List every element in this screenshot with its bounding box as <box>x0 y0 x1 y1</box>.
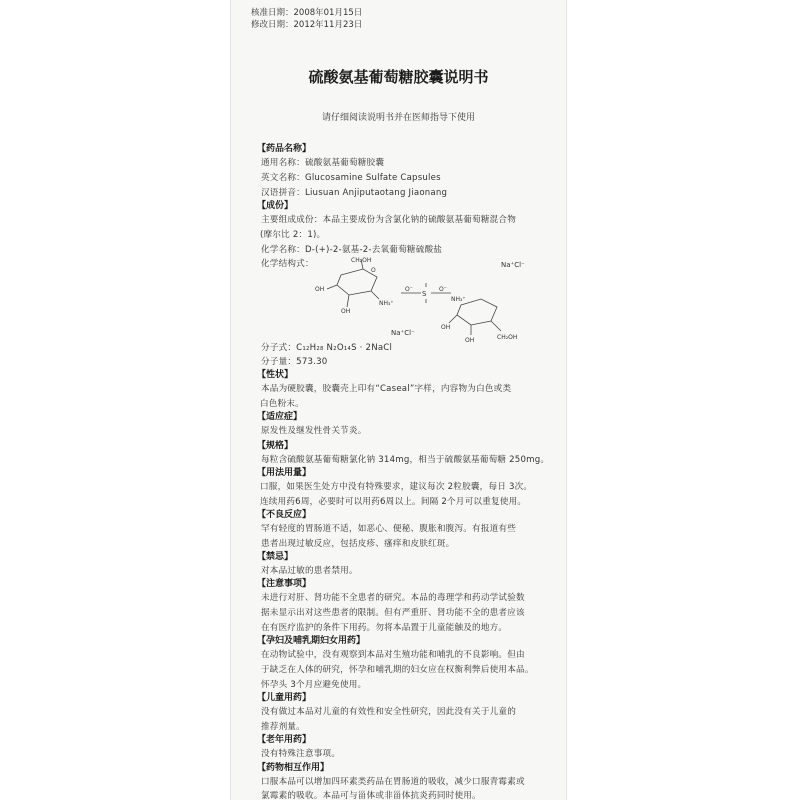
dosage-line-1: 口服，如果医生处方中没有特殊要求，建议每次 2粒胶囊，每日 3次。 <box>260 482 533 492</box>
pregnancy-line-1: 在动物试验中，没有观察到本品对生殖功能和哺乳的不良影响。但由 <box>261 650 525 660</box>
section-heading-specification: 【规格】 <box>257 441 294 451</box>
ch2oh-label-1: CH₂OH <box>351 257 372 264</box>
english-name: 英文名称：Glucosamine Sulfate Capsules <box>261 173 441 183</box>
o-minus-label-1: O⁻ <box>405 286 413 293</box>
contraindications-line-1: 对本品过敏的患者禁用。 <box>261 566 358 576</box>
children-line-2: 推荐剂量。 <box>261 722 305 732</box>
dosage-line-2: 连续用药6周，必要时可以用药6周以上。间隔 2个月可以重复使用。 <box>260 497 527 507</box>
ring-o-label-1: O <box>371 267 376 274</box>
composition-line-1: 主要组成成份：本品主要成份为含氯化钠的硫酸氨基葡萄糖混合物 <box>261 215 517 225</box>
adverse-line-2: 患者出现过敏反应，包括皮疹、瘙痒和皮肤红斑。 <box>261 539 455 549</box>
sulfur-label: S <box>422 290 427 298</box>
molecular-weight: 分子量：573.30 <box>261 357 328 367</box>
chemical-name: 化学名称：D-(+)-2-氨基-2-去氧葡萄糖硫酸盐 <box>261 245 443 255</box>
adverse-line-1: 罕有轻度的胃肠道不适，如恶心、便秘、腹胀和腹泻。有报道有些 <box>261 524 517 534</box>
section-heading-adverse-reactions: 【不良反应】 <box>257 510 312 520</box>
nh3-label-2: NH₃⁺ <box>451 296 466 303</box>
approval-date: 核准日期：2008年01月15日 <box>251 8 363 18</box>
section-heading-pregnancy: 【孕妇及哺乳期妇女用药】 <box>257 636 366 646</box>
oh-label-2: OH <box>341 308 351 315</box>
properties-line-2: 白色粉末。 <box>260 399 304 409</box>
nh3-label-1: NH₃⁺ <box>379 300 394 307</box>
o-minus-label-2: O⁻ <box>439 286 447 293</box>
section-heading-indications: 【适应症】 <box>257 412 303 422</box>
generic-name: 通用名称：硫酸氨基葡萄糖胶囊 <box>261 158 385 168</box>
sodium-chloride-label-1: Na⁺Cl⁻ <box>501 261 525 269</box>
section-heading-drug-name: 【药品名称】 <box>257 144 312 154</box>
interactions-line-2: 氯霉素的吸收。本品可与甾体或非甾体抗炎药同时使用。 <box>261 791 481 800</box>
ch2oh-label-2: CH₂OH <box>497 334 518 341</box>
indications-line-1: 原发性及继发性骨关节炎。 <box>261 426 367 436</box>
section-heading-properties: 【性状】 <box>257 370 294 380</box>
section-heading-children: 【儿童用药】 <box>257 693 312 703</box>
pinyin-name: 汉语拼音：Liusuan Anjiputaotang Jiaonang <box>261 188 448 198</box>
pregnancy-line-2: 于缺乏在人体的研究，怀孕和哺乳期的妇女应在权衡利弊后使用本品。 <box>261 665 534 675</box>
section-heading-interactions: 【药物相互作用】 <box>257 763 330 773</box>
interactions-line-1: 口服本品可以增加四环素类药品在胃肠道的吸收，减少口服青霉素或 <box>261 777 525 787</box>
children-line-1: 没有做过本品对儿童的有效性和安全性研究，因此没有关于儿童的 <box>261 707 517 717</box>
composition-line-2: (摩尔比 2：1)。 <box>260 230 326 240</box>
precautions-line-3: 在有医疗监护的条件下用药。勿将本品置于儿童能触及的地方。 <box>261 623 508 633</box>
sodium-chloride-label-2: Na⁺Cl⁻ <box>391 329 415 337</box>
drug-leaflet <box>230 0 567 800</box>
properties-line-1: 本品为硬胶囊，胶囊壳上印有“Caseal”字样，内容物为白色或类 <box>261 384 512 394</box>
structure-label: 化学结构式： <box>261 259 314 269</box>
oh-label-1: OH <box>315 286 325 293</box>
section-heading-precautions: 【注意事项】 <box>257 579 312 589</box>
section-heading-elderly: 【老年用药】 <box>257 735 312 745</box>
elderly-line-1: 没有特殊注意事项。 <box>261 749 341 759</box>
section-heading-composition: 【成份】 <box>257 201 294 211</box>
precautions-line-1: 未进行对肝、肾功能不全患者的研究。本品的毒理学和药动学试验数 <box>261 593 525 603</box>
section-heading-contraindications: 【禁忌】 <box>257 552 294 562</box>
pregnancy-line-3: 怀孕头 3个月应避免使用。 <box>261 680 367 690</box>
oh-label-3: OH <box>441 324 451 331</box>
document-subtitle: 请仔细阅读说明书并在医师指导下使用 <box>321 113 475 123</box>
section-heading-dosage: 【用法用量】 <box>257 468 312 478</box>
revision-date: 修改日期：2012年11月23日 <box>251 20 363 30</box>
oh-label-4: OH <box>465 337 475 344</box>
precautions-line-2: 据未显示出对这些患者的限制。但有严重肝、肾功能不全的患者应该 <box>261 608 525 618</box>
chemical-structure-diagram <box>301 255 561 345</box>
specification-line-1: 每粒含硫酸氨基葡萄糖氯化钠 314mg，相当于硫酸氨基葡萄糖 250mg。 <box>261 455 550 465</box>
molecular-formula: 分子式：C₁₂H₂₈ N₂O₁₄S · 2NaCl <box>261 343 393 353</box>
document-title: 硫酸氨基葡萄糖胶囊说明书 <box>308 68 489 86</box>
